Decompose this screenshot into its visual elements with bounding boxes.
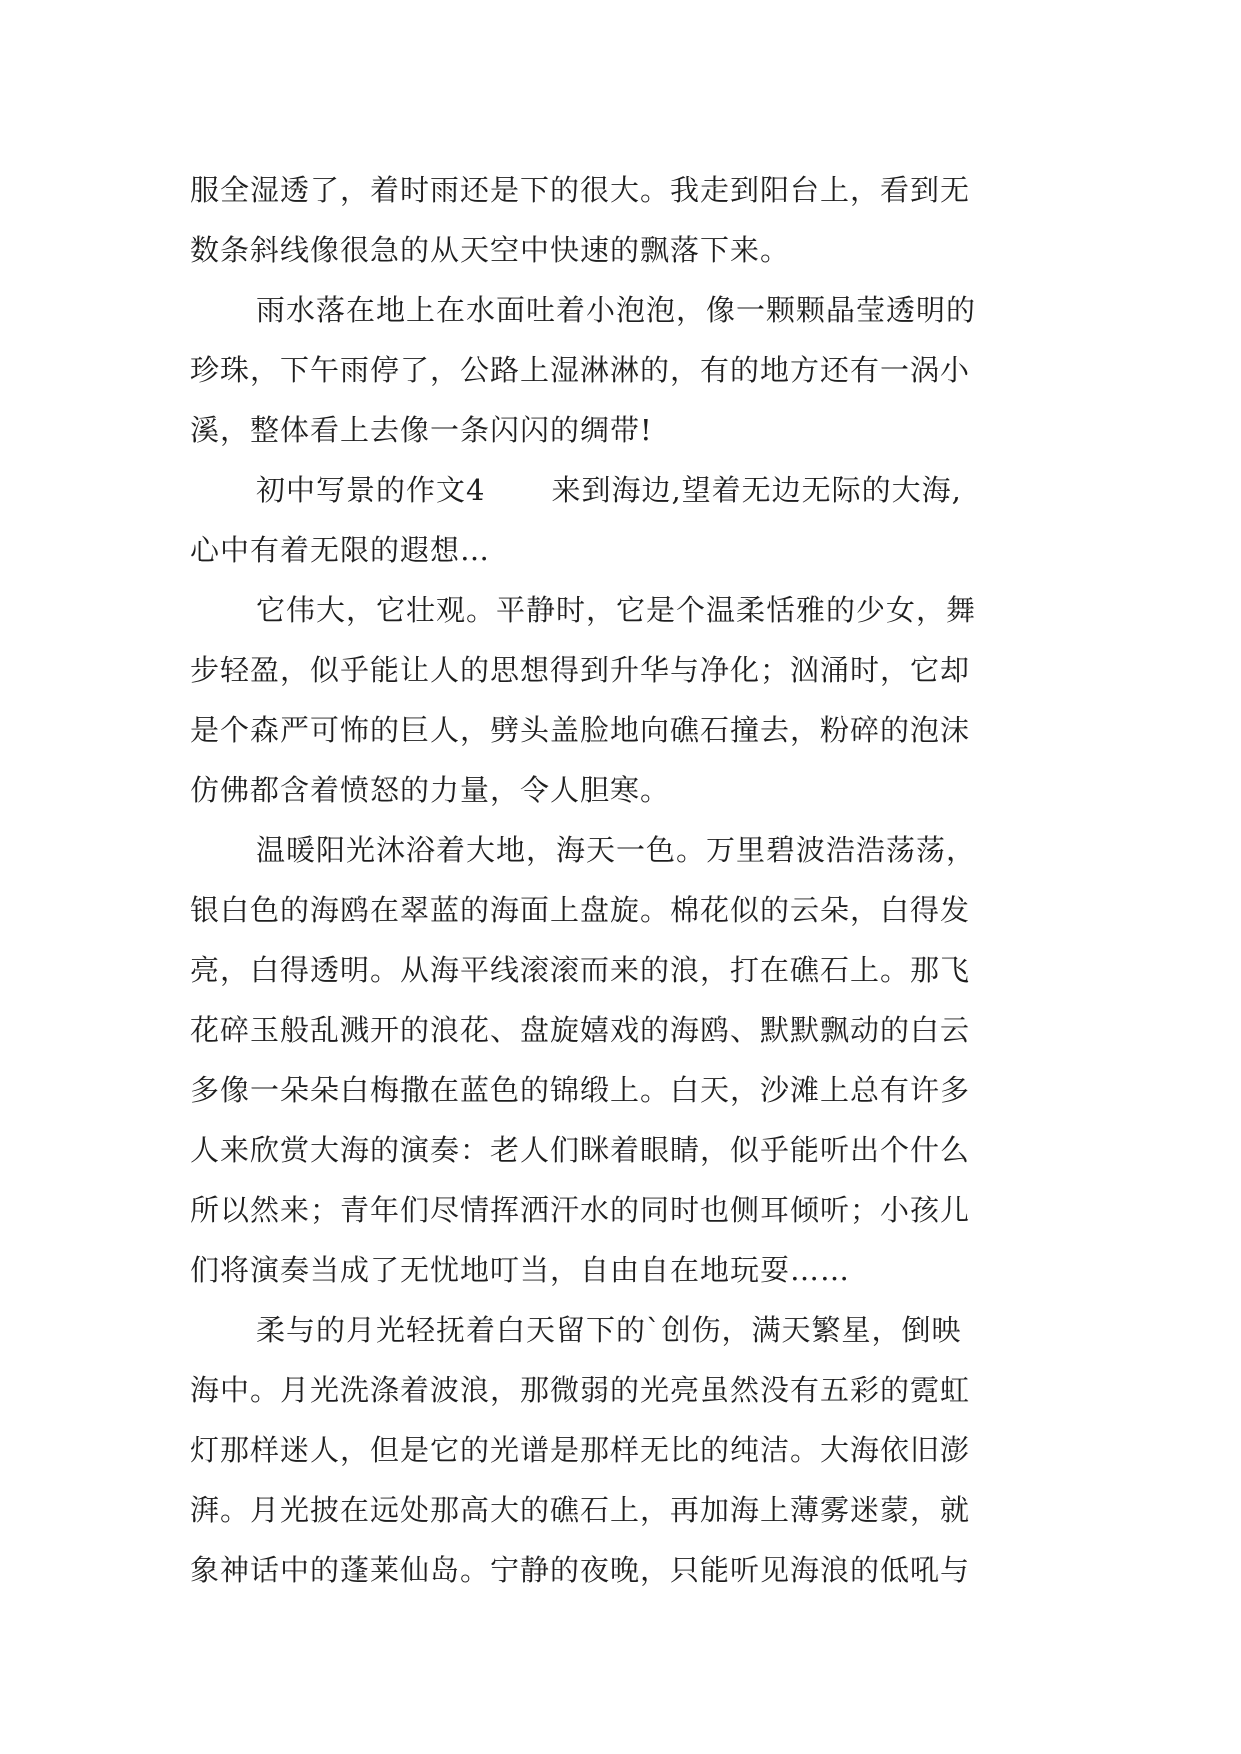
text-line: 银白色的海鸥在翠蓝的海面上盘旋。棉花似的云朵，白得发: [190, 893, 971, 927]
text-line: 温暖阳光沐浴着大地，海天一色。万里碧波浩浩荡荡，: [256, 833, 977, 867]
text-line: 珍珠，下午雨停了，公路上湿淋淋的，有的地方还有一涡小: [190, 353, 971, 387]
text-line: 心中有着无限的遐想…: [190, 533, 491, 567]
text-line: 雨水落在地上在水面吐着小泡泡，像一颗颗晶莹透明的: [256, 293, 977, 327]
text-line: 来到海边,望着无边无际的大海,: [551, 473, 962, 507]
text-line: 亮，白得透明。从海平线滚滚而来的浪，打在礁石上。那飞: [190, 953, 971, 987]
text-line: 灯那样迷人，但是它的光谱是那样无比的纯洁。大海依旧澎: [190, 1433, 971, 1467]
text-line: 服全湿透了，着时雨还是下的很大。我走到阳台上，看到无: [190, 173, 971, 207]
text-line: 溪，整体看上去像一条闪闪的绸带!: [190, 413, 653, 447]
text-line: 仿佛都含着愤怒的力量，令人胆寒。: [190, 773, 671, 807]
paragraph-3: [190, 460, 1060, 580]
text-line: 所以然来；青年们尽情挥洒汗水的同时也侧耳倾听；小孩儿: [190, 1193, 971, 1227]
text-line: 柔与的月光轻抚着白天留下的`创伤，满天繁星，倒映: [256, 1313, 962, 1347]
text-line: 花碎玉般乱溅开的浪花、盘旋嬉戏的海鸥、默默飘动的白云: [190, 1013, 971, 1047]
text-line: 湃。月光披在远处那高大的礁石上，再加海上薄雾迷蒙，就: [190, 1493, 971, 1527]
text-line: 是个森严可怖的巨人，劈头盖脸地向礁石撞去，粉碎的泡沫: [190, 713, 971, 747]
text-line: 数条斜线像很急的从天空中快速的飘落下来。: [190, 233, 791, 267]
paragraph-1: [190, 160, 1060, 280]
text-line: 多像一朵朵白梅撒在蓝色的锦缎上。白天，沙滩上总有许多: [190, 1073, 971, 1107]
text-line: 步轻盈，似乎能让人的思想得到升华与净化；汹涌时，它却: [190, 653, 971, 687]
paragraph-6: [190, 1300, 1060, 1600]
text-line: 它伟大，它壮观。平静时，它是个温柔恬雅的少女，舞: [256, 593, 977, 627]
paragraph-5: [190, 820, 1060, 1300]
document-body: [190, 160, 1060, 1600]
paragraph-4: [190, 580, 1060, 820]
text-line: 象神话中的蓬莱仙岛。宁静的夜晚，只能听见海浪的低吼与: [190, 1553, 971, 1587]
text-line: 人来欣赏大海的演奏：老人们眯着眼睛，似乎能听出个什么: [190, 1133, 971, 1167]
text-line: 海中。月光洗涤着波浪，那微弱的光亮虽然没有五彩的霓虹: [190, 1373, 971, 1407]
heading-line: [190, 460, 1060, 520]
paragraph-2: [190, 280, 1060, 460]
text-line: 们将演奏当成了无忧地叮当，自由自在地玩耍……: [190, 1253, 851, 1287]
section-heading: 初中写景的作文4: [256, 473, 486, 507]
